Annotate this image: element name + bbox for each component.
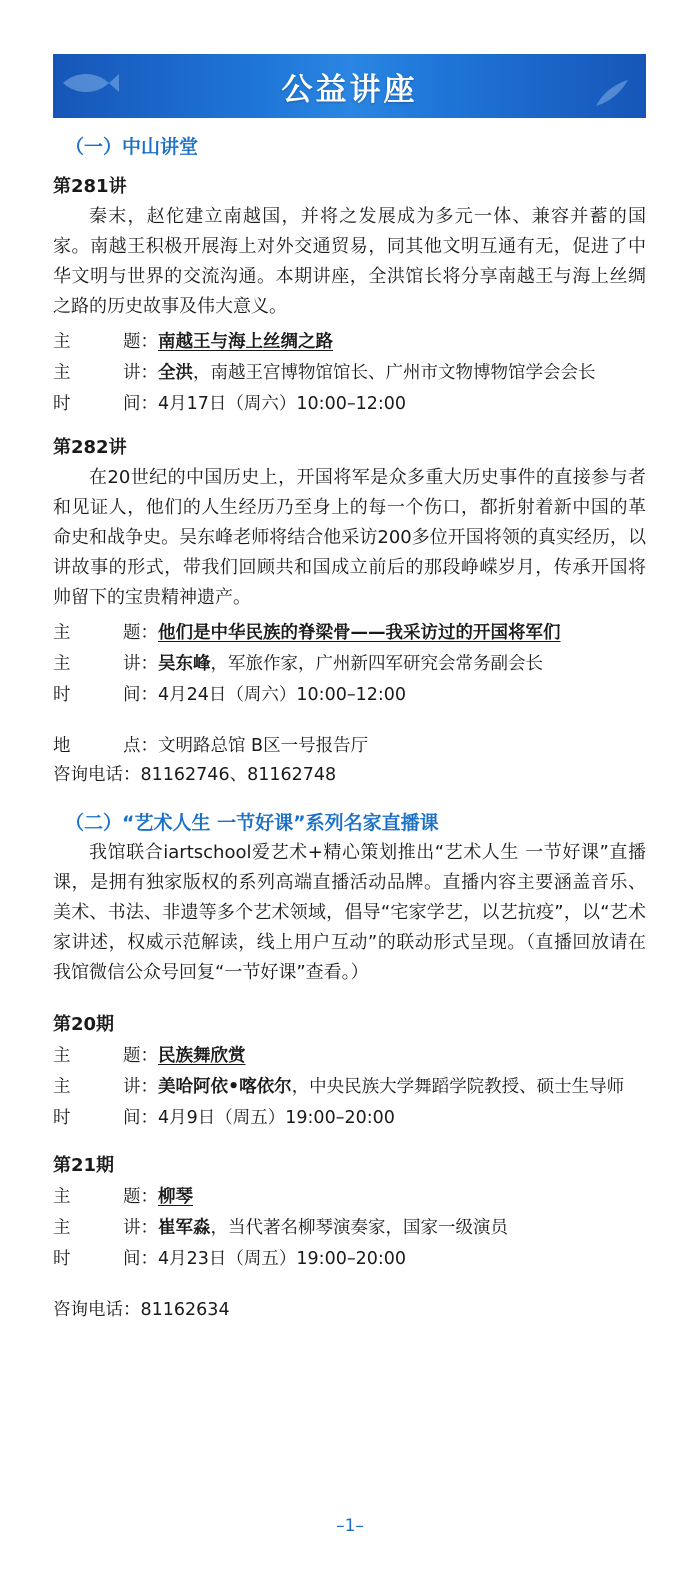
lecture-time: 4月17日（周六）10:00–12:00 (158, 394, 407, 414)
lecture-description: 在20世纪的中国历史上，开国将军是众多重大历史事件的直接参与者和见证人，他们的人生经历乃至身上的每一个伤口，都折射着新中国的革命史和战争史。吴东峰老师将结合他采访200多位开国将领的真实经历，以讲故事的形式，带我们回顾共和国成立前后的那段峥嵘岁月，传承开国将帅留下的宝贵精神遗产。 (53, 467, 646, 608)
topic-row: 主 题： 南越王与海上丝绸之路 (53, 332, 333, 352)
speaker-name: 全洪 (158, 363, 193, 383)
episode-topic: 民族舞欣赏 (158, 1046, 246, 1066)
lecture-place: 文明路总馆 B区一号报告厅 (158, 736, 369, 756)
episode-block (53, 1010, 646, 1133)
page-content (53, 54, 646, 1325)
speaker-row: 主 讲： 全洪，南越王宫博物馆馆长、广州市文物博物馆学会会长 (53, 363, 596, 383)
speaker-row: 主 讲： 崔军淼，当代著名柳琴演奏家，国家一级演员 (53, 1218, 508, 1238)
title-banner (53, 54, 646, 118)
phone-row: 咨询电话：81162634 (53, 1300, 230, 1320)
topic-row: 主 题： 他们是中华民族的脊梁骨——我采访过的开国将军们 (53, 623, 561, 643)
phone-number: 81162746、81162748 (140, 765, 337, 785)
speaker-description: ，当代著名柳琴演奏家，国家一级演员 (210, 1218, 508, 1238)
topic-row: 主 题： 柳琴 (53, 1187, 193, 1207)
lecture-topic: 南越王与海上丝绸之路 (158, 332, 333, 352)
episode-number: 第21期 (53, 1155, 115, 1176)
time-row: 时 间： 4月17日（周六）10:00–12:00 (53, 390, 646, 419)
speaker-row: 主 讲： 吴东峰，军旅作家，广州新四军研究会常务副会长 (53, 654, 543, 674)
episode-block (53, 1151, 646, 1274)
section-heading: （一）中山讲堂 (65, 136, 199, 158)
lecture-block (53, 172, 646, 419)
episode-number: 第20期 (53, 1014, 115, 1035)
episode-topic: 柳琴 (158, 1187, 193, 1207)
speaker-name: 美哈阿依•喀依尔 (158, 1077, 292, 1097)
speaker-name: 吴东峰 (158, 654, 211, 674)
lecture-time: 4月24日（周六）10:00–12:00 (158, 685, 407, 705)
time-row: 时 间： 4月24日（周六）10:00–12:00 (53, 681, 646, 710)
banner-title: 公益讲座 (281, 71, 418, 108)
lecture-number: 第281讲 (53, 176, 127, 197)
fish-decoration-icon (61, 68, 121, 98)
speaker-row: 主 讲： 美哈阿依•喀依尔，中央民族大学舞蹈学院教授、硕士生导师 (53, 1077, 625, 1097)
lecture-topic: 他们是中华民族的脊梁骨——我采访过的开国将军们 (158, 623, 561, 643)
episode-time: 4月9日（周五）19:00–20:00 (158, 1108, 395, 1128)
speaker-name: 崔军淼 (158, 1218, 211, 1238)
section-description: 我馆联合iartschool爱艺术+精心策划推出“艺术人生 一节好课”直播课，是拥有独家版权的系列高端直播活动品牌。直播内容主要涵盖音乐、美术、书法、非遗等多个艺术领域，倡导“宅家学艺，以艺抗疫”，以“艺术家讲述，权威示范解读，线上用户互动”的联动形式呈现。（直播回放请在我馆微信公众号回复“一节好课”查看。） (53, 842, 646, 983)
phone-row: 咨询电话：81162746、81162748 (53, 765, 337, 785)
topic-row: 主 题： 民族舞欣赏 (53, 1046, 246, 1066)
time-row: 时 间： 4月9日（周五）19:00–20:00 (53, 1104, 646, 1133)
time-row: 时 间： 4月23日（周五）19:00–20:00 (53, 1245, 646, 1274)
fish-decoration-icon (592, 76, 636, 112)
phone-number: 81162634 (140, 1300, 230, 1320)
place-row: 地 点： 文明路总馆 B区一号报告厅 (53, 732, 646, 761)
speaker-description: ，军旅作家，广州新四军研究会常务副会长 (210, 654, 543, 674)
speaker-description: ，中央民族大学舞蹈学院教授、硕士生导师 (291, 1077, 625, 1097)
page-number: –1– (336, 1516, 364, 1536)
lecture-block (53, 433, 646, 710)
section-heading: （二）“艺术人生 一节好课”系列名家直播课 (65, 812, 439, 834)
speaker-description: ，南越王宫博物馆馆长、广州市文物博物馆学会会长 (193, 363, 596, 383)
episode-time: 4月23日（周五）19:00–20:00 (158, 1249, 407, 1269)
lecture-description: 秦末，赵佗建立南越国，并将之发展成为多元一体、兼容并蓄的国家。南越王积极开展海上对外交通贸易，同其他文明互通有无，促进了中华文明与世界的交流沟通。本期讲座，全洪馆长将分享南越王与海上丝绸之路的历史故事及伟大意义。 (53, 206, 646, 317)
lecture-number: 第282讲 (53, 437, 127, 458)
